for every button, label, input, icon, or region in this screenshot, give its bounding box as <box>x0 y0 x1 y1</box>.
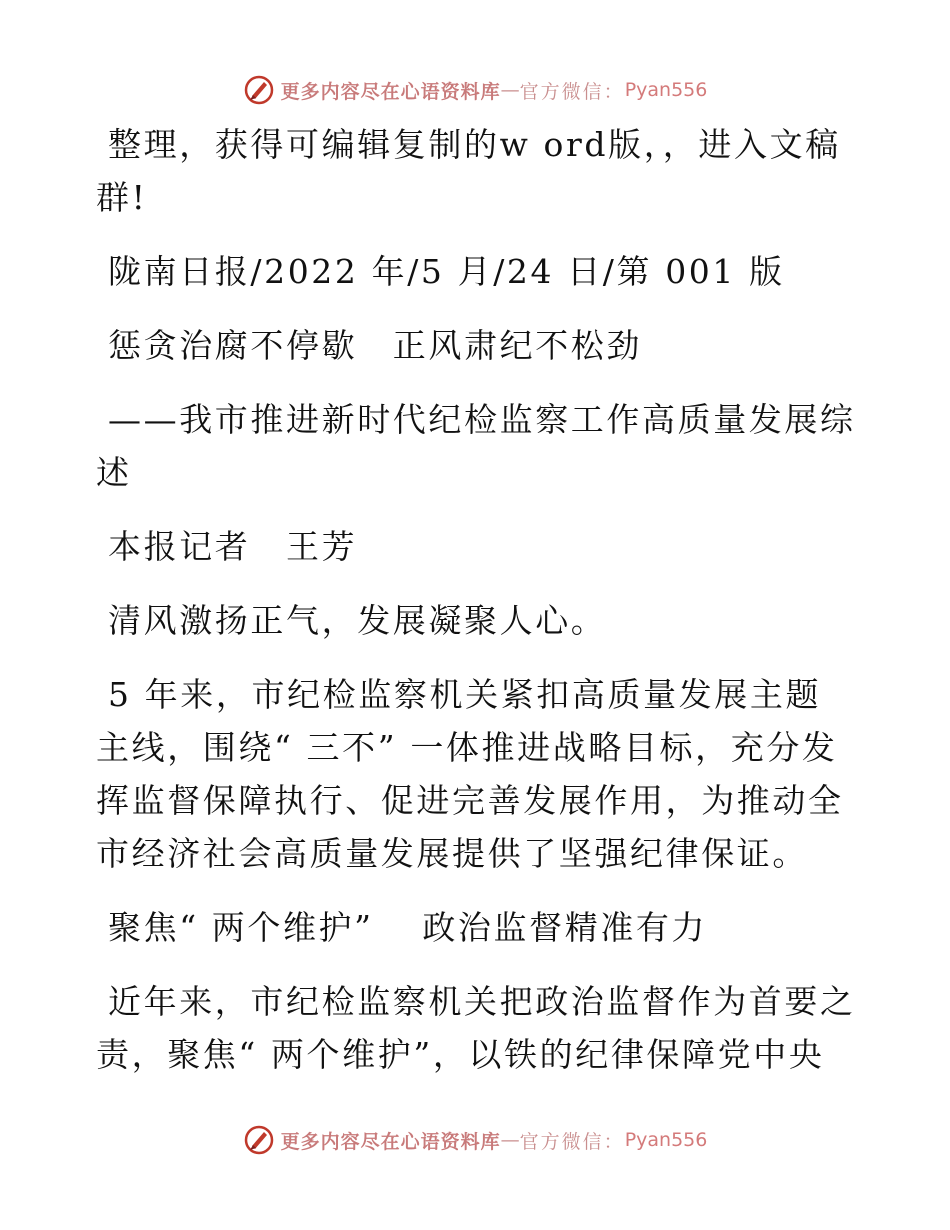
paragraph-body-1: 5 年来，市纪检监察机关紧扣高质量发展主题主线，围绕“ 三不” 一体推进战略目标，充分发挥监督保障执行、促进完善发展作用，为推动全市经济社会高质量发展提供了坚强纪律保证。 <box>96 675 844 873</box>
watermark-handle: Pyan556 <box>624 79 708 101</box>
watermark-brand: 更多内容尽在心语资料库 <box>280 80 501 103</box>
paragraph-source-line: 陇南日报/2022 年/5 月/24 日/第 001 版 <box>108 252 785 291</box>
watermark-footer <box>0 1122 950 1158</box>
pen-logo-icon <box>243 74 275 106</box>
watermark-separator: — <box>500 79 520 101</box>
paragraph-subheadline: ——我市推进新时代纪检监察工作高质量发展综述 <box>96 400 856 492</box>
watermark-brand: 更多内容尽在心语资料库 <box>280 1130 501 1153</box>
paragraph-lead: 清风激扬正气，发展凝聚人心。 <box>108 601 607 640</box>
pen-logo-icon <box>243 1124 275 1156</box>
paragraph-byline: 本报记者 王芳 <box>108 527 358 566</box>
paragraph-body-2: 近年来，市纪检监察机关把政治监督作为首要之责，聚焦“ 两个维护”，以铁的纪律保障党中央 <box>96 982 856 1074</box>
watermark-handle: Pyan556 <box>624 1129 708 1151</box>
paragraph-intro-note: 整理，获得可编辑复制的w ord版，，进入文稿群! <box>96 125 841 217</box>
watermark-label: 官方微信： <box>519 80 625 103</box>
paragraph-section-heading: 聚焦“ 两个维护” 政治监督精准有力 <box>108 908 708 947</box>
watermark-label: 官方微信： <box>519 1130 625 1153</box>
watermark-header <box>0 72 950 108</box>
watermark-separator: — <box>500 1129 520 1151</box>
document-body <box>96 118 856 1102</box>
paragraph-headline: 惩贪治腐不停歇 正风肃纪不松劲 <box>108 326 642 365</box>
